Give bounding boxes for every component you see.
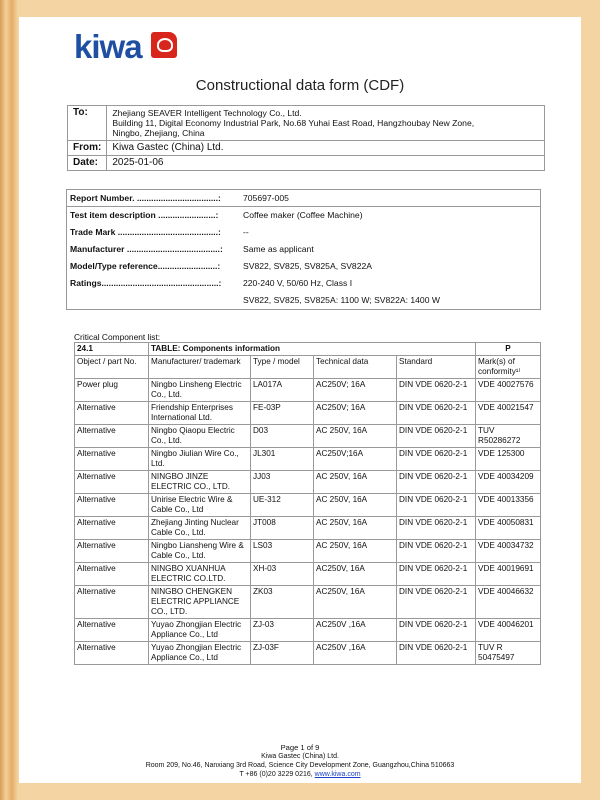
column-header: Standard xyxy=(397,356,476,379)
table-cell: XH-03 xyxy=(251,563,314,586)
table-cell: AC 250V, 16A xyxy=(314,517,397,540)
critical-component-label: Critical Component list: xyxy=(74,332,161,342)
table-cell: DIN VDE 0620-2-1 xyxy=(397,448,476,471)
table-cell: AC250V, 16A xyxy=(314,586,397,619)
report-value: -- xyxy=(243,227,249,237)
report-label: Model/Type reference.........................: xyxy=(70,261,221,271)
table-cell: DIN VDE 0620-2-1 xyxy=(397,517,476,540)
report-row xyxy=(67,258,540,275)
table-row xyxy=(75,494,541,517)
components-table xyxy=(74,342,541,665)
table-cell: Alternative xyxy=(75,540,149,563)
table-row xyxy=(75,586,541,619)
table-cell: Yuyao Zhongjian Electric Appliance Co., Ltd xyxy=(149,642,251,665)
page-title: Constructional data form (CDF) xyxy=(195,77,405,94)
report-label: Test item description ........................: xyxy=(70,210,219,220)
table-cell: JT008 xyxy=(251,517,314,540)
website-link[interactable]: www.kiwa.com xyxy=(314,771,361,778)
table-cell: TUV R50286272 xyxy=(476,425,541,448)
table-cell: JL301 xyxy=(251,448,314,471)
page-number: Page 1 of 9 xyxy=(280,743,320,752)
components-table-title: TABLE: Components information xyxy=(149,343,476,356)
column-header: Object / part No. xyxy=(75,356,149,379)
table-cell: DIN VDE 0620-2-1 xyxy=(397,563,476,586)
report-row xyxy=(67,275,540,292)
table-cell: Alternative xyxy=(75,586,149,619)
table-cell: Alternative xyxy=(75,517,149,540)
table-cell: Unirise Electric Wire & Cable Co., Ltd xyxy=(149,494,251,517)
table-row xyxy=(75,471,541,494)
table-cell: NINGBO JINZE ELECTRIC CO., LTD. xyxy=(149,471,251,494)
table-cell: VDE 40034209 xyxy=(476,471,541,494)
table-row xyxy=(75,517,541,540)
table-cell: DIN VDE 0620-2-1 xyxy=(397,619,476,642)
footer-phone: T +86 (0)20 3229 0216, xyxy=(239,771,315,778)
table-cell: LA017A xyxy=(251,379,314,402)
table-cell: Power plug xyxy=(75,379,149,402)
table-cell: DIN VDE 0620-2-1 xyxy=(397,425,476,448)
report-row xyxy=(67,292,540,309)
table-cell: NINGBO XUANHUA ELECTRIC CO.LTD. xyxy=(149,563,251,586)
column-header: Manufacturer/ trademark xyxy=(149,356,251,379)
table-row xyxy=(75,642,541,665)
report-details xyxy=(66,189,541,310)
table-cell: AC250V; 16A xyxy=(314,379,397,402)
date-label: Date: xyxy=(68,156,107,171)
report-value: SV822, SV825, SV825A, SV822A xyxy=(243,261,372,271)
to-line: Ningbo, Zhejiang, China xyxy=(112,128,205,138)
table-cell: Alternative xyxy=(75,619,149,642)
report-label: Manufacturer .......................................: xyxy=(70,244,223,254)
table-cell: VDE 40046201 xyxy=(476,619,541,642)
table-cell: AC250V; 16A xyxy=(314,402,397,425)
table-cell: VDE 125300 xyxy=(476,448,541,471)
table-cell: Alternative xyxy=(75,425,149,448)
table-cell: DIN VDE 0620-2-1 xyxy=(397,642,476,665)
table-cell: DIN VDE 0620-2-1 xyxy=(397,494,476,517)
table-cell: DIN VDE 0620-2-1 xyxy=(397,586,476,619)
to-line: Zhejiang SEAVER Intelligent Technology Co., Ltd. xyxy=(112,108,302,118)
table-cell: AC 250V, 16A xyxy=(314,540,397,563)
table-cell: Friendship Enterprises International Ltd. xyxy=(149,402,251,425)
table-cell: DIN VDE 0620-2-1 xyxy=(397,471,476,494)
report-value: 220-240 V, 50/60 Hz, Class I xyxy=(243,278,353,288)
table-cell: VDE 40013356 xyxy=(476,494,541,517)
table-row xyxy=(75,379,541,402)
report-row xyxy=(67,241,540,258)
kiwi-bird-icon xyxy=(151,32,177,58)
report-label: Trade Mark ..........................................: xyxy=(70,227,221,237)
footer-company: Kiwa Gastec (China) Ltd. xyxy=(261,753,339,760)
report-value: 705697-005 xyxy=(243,193,289,203)
table-cell: NINGBO CHENGKEN ELECTRIC APPLIANCE CO., LTD. xyxy=(149,586,251,619)
table-cell: D03 xyxy=(251,425,314,448)
report-value: Same as applicant xyxy=(243,244,314,254)
report-row xyxy=(67,190,540,207)
table-cell: JJ03 xyxy=(251,471,314,494)
verdict: P xyxy=(476,343,541,356)
table-cell: DIN VDE 0620-2-1 xyxy=(397,540,476,563)
table-cell: Zhejiang Jinting Nuclear Cable Co., Ltd. xyxy=(149,517,251,540)
table-cell: ZK03 xyxy=(251,586,314,619)
date-value: 2025-01-06 xyxy=(107,156,545,171)
table-cell: FE-03P xyxy=(251,402,314,425)
to-line: Building 11, Digital Economy Industrial Park, No.68 Yuhai East Road, Hangzhoubay New Zone, xyxy=(112,118,475,128)
table-cell: VDE 40019691 xyxy=(476,563,541,586)
clause-number: 24.1 xyxy=(75,343,149,356)
footer-contact xyxy=(19,770,581,779)
table-cell: UE-312 xyxy=(251,494,314,517)
table-cell: TUV R 50475497 xyxy=(476,642,541,665)
table-cell: VDE 40034732 xyxy=(476,540,541,563)
table-cell: Ningbo Linsheng Electric Co., Ltd. xyxy=(149,379,251,402)
table-cell: VDE 40021547 xyxy=(476,402,541,425)
report-value: Coffee maker (Coffee Machine) xyxy=(243,210,363,220)
table-cell: AC250V;16A xyxy=(314,448,397,471)
report-label: Report Number. ..................................: xyxy=(70,193,221,203)
document-page xyxy=(19,17,581,783)
table-cell: Alternative xyxy=(75,448,149,471)
table-row xyxy=(75,540,541,563)
page-footer xyxy=(19,743,581,779)
table-cell: Alternative xyxy=(75,402,149,425)
column-header: Type / model xyxy=(251,356,314,379)
table-cell: AC 250V, 16A xyxy=(314,425,397,448)
to-label: To: xyxy=(68,106,107,141)
table-cell: Alternative xyxy=(75,563,149,586)
table-cell: VDE 40050831 xyxy=(476,517,541,540)
table-cell: VDE 40027576 xyxy=(476,379,541,402)
column-header: Technical data xyxy=(314,356,397,379)
table-row xyxy=(75,563,541,586)
column-header: Mark(s) of conformity¹⁾ xyxy=(476,356,541,379)
table-cell: LS03 xyxy=(251,540,314,563)
address-block xyxy=(67,105,545,171)
footer-address: Room 209, No.46, Nanxiang 3rd Road, Science City Development Zone, Guangzhou,China 510663 xyxy=(145,762,455,769)
table-cell: Yuyao Zhongjian Electric Appliance Co., Ltd xyxy=(149,619,251,642)
logo-text: kiwa xyxy=(74,28,142,65)
table-cell: AC250V ,16A xyxy=(314,642,397,665)
table-cell: Alternative xyxy=(75,642,149,665)
table-row xyxy=(75,448,541,471)
table-cell: Alternative xyxy=(75,471,149,494)
table-cell: VDE 40046632 xyxy=(476,586,541,619)
report-label: Ratings.................................................: xyxy=(70,278,222,288)
table-cell: Ningbo Liansheng Wire & Cable Co., Ltd. xyxy=(149,540,251,563)
report-row xyxy=(67,207,540,224)
kiwa-logo xyxy=(74,28,178,66)
table-row xyxy=(75,619,541,642)
report-value: SV822, SV825, SV825A: 1100 W; SV822A: 1400 W xyxy=(243,295,440,305)
to-value xyxy=(107,106,545,141)
from-value: Kiwa Gastec (China) Ltd. xyxy=(107,141,545,156)
table-cell: DIN VDE 0620-2-1 xyxy=(397,402,476,425)
table-cell: ZJ-03F xyxy=(251,642,314,665)
table-cell: AC 250V, 16A xyxy=(314,471,397,494)
report-row xyxy=(67,224,540,241)
from-label: From: xyxy=(68,141,107,156)
table-row xyxy=(75,402,541,425)
table-cell: ZJ-03 xyxy=(251,619,314,642)
table-cell: Ningbo Qiaopu Electric Co., Ltd. xyxy=(149,425,251,448)
table-row xyxy=(75,425,541,448)
table-cell: AC250V, 16A xyxy=(314,563,397,586)
table-cell: DIN VDE 0620-2-1 xyxy=(397,379,476,402)
table-cell: AC250V ,16A xyxy=(314,619,397,642)
table-cell: AC 250V, 16A xyxy=(314,494,397,517)
table-cell: Alternative xyxy=(75,494,149,517)
table-cell: Ningbo Jiulian Wire Co., Ltd. xyxy=(149,448,251,471)
